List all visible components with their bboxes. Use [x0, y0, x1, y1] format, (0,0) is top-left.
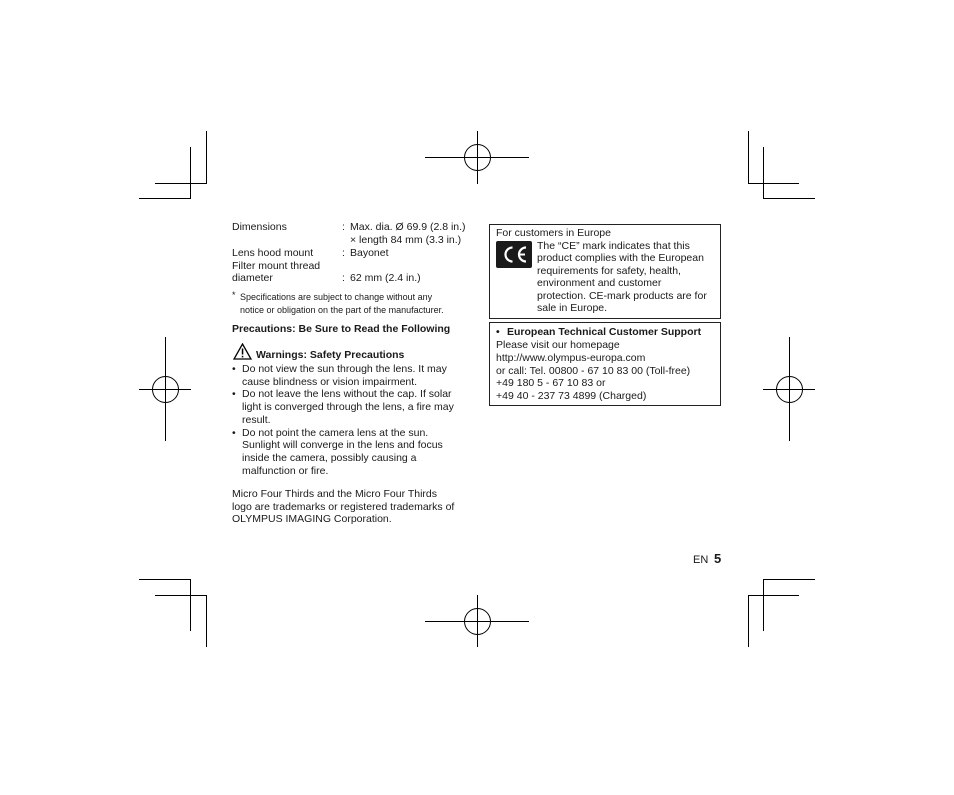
spec-label-hood: Lens hood mount [232, 247, 314, 259]
spec-value-dimensions: Max. dia. Ø 69.9 (2.8 in.) [350, 221, 466, 233]
spec-label-diameter: diameter [232, 272, 273, 284]
spec-note-line2: notice or obligation on the part of the manufacturer. [240, 305, 444, 315]
warnings-list [232, 363, 482, 477]
page-number: 5 [714, 551, 722, 566]
ce-description: The “CE” mark indicates that this product complies with the European requirements for safety, health, environment and customer protection. CE-mark products are for sale in Europe. [537, 240, 707, 315]
language-label: EN [693, 554, 709, 566]
spec-value-diameter: 62 mm (2.4 in.) [350, 272, 421, 284]
list-item: • Do not view the sun through the lens. It may cause blindness or vision impairment. [232, 363, 447, 388]
spec-sep: : [342, 221, 345, 233]
spec-sep: : [342, 272, 345, 284]
list-item: • Do not leave the lens without the cap. If solar light is converged through the lens, a fire may result. [232, 388, 454, 426]
precautions-heading: Precautions: Be Sure to Read the Following [232, 323, 451, 335]
spec-sep: : [342, 247, 345, 259]
ce-mark-icon [496, 241, 532, 268]
support-bullet: • [496, 326, 500, 338]
warning-heading: Warnings: Safety Precautions [256, 349, 405, 361]
spec-value-length: × length 84 mm (3.3 in.) [350, 234, 462, 246]
support-details: Please visit our homepage http://www.olympus-europa.com or call: Tel. 00800 - 67 10 83 00 (Toll-free) +49 180 5 - 67 10 83 or +49 40 - 237 73 4899 (Charged) [496, 339, 691, 403]
support-box [489, 322, 721, 406]
europe-box-title: For customers in Europe [496, 227, 611, 239]
support-title: European Technical Customer Support [507, 326, 702, 338]
spec-note-mark: * [232, 290, 236, 300]
spec-note-line1: Specifications are subject to change without any [240, 292, 433, 302]
spec-value-hood: Bayonet [350, 247, 389, 259]
europe-customers-box [489, 224, 721, 319]
spec-label-filter: Filter mount thread [232, 260, 321, 272]
spec-label-dimensions: Dimensions [232, 221, 287, 233]
list-item: • Do not point the camera lens at the sun. Sunlight will converge in the lens and focus inside the camera, possibly causing a malfunction or fire. [232, 426, 443, 477]
warning-triangle-icon [233, 343, 252, 360]
trademark-notice: Micro Four Thirds and the Micro Four Thirds logo are trademarks or registered trademarks of OLYMPUS IMAGING Corporation. [232, 488, 455, 526]
